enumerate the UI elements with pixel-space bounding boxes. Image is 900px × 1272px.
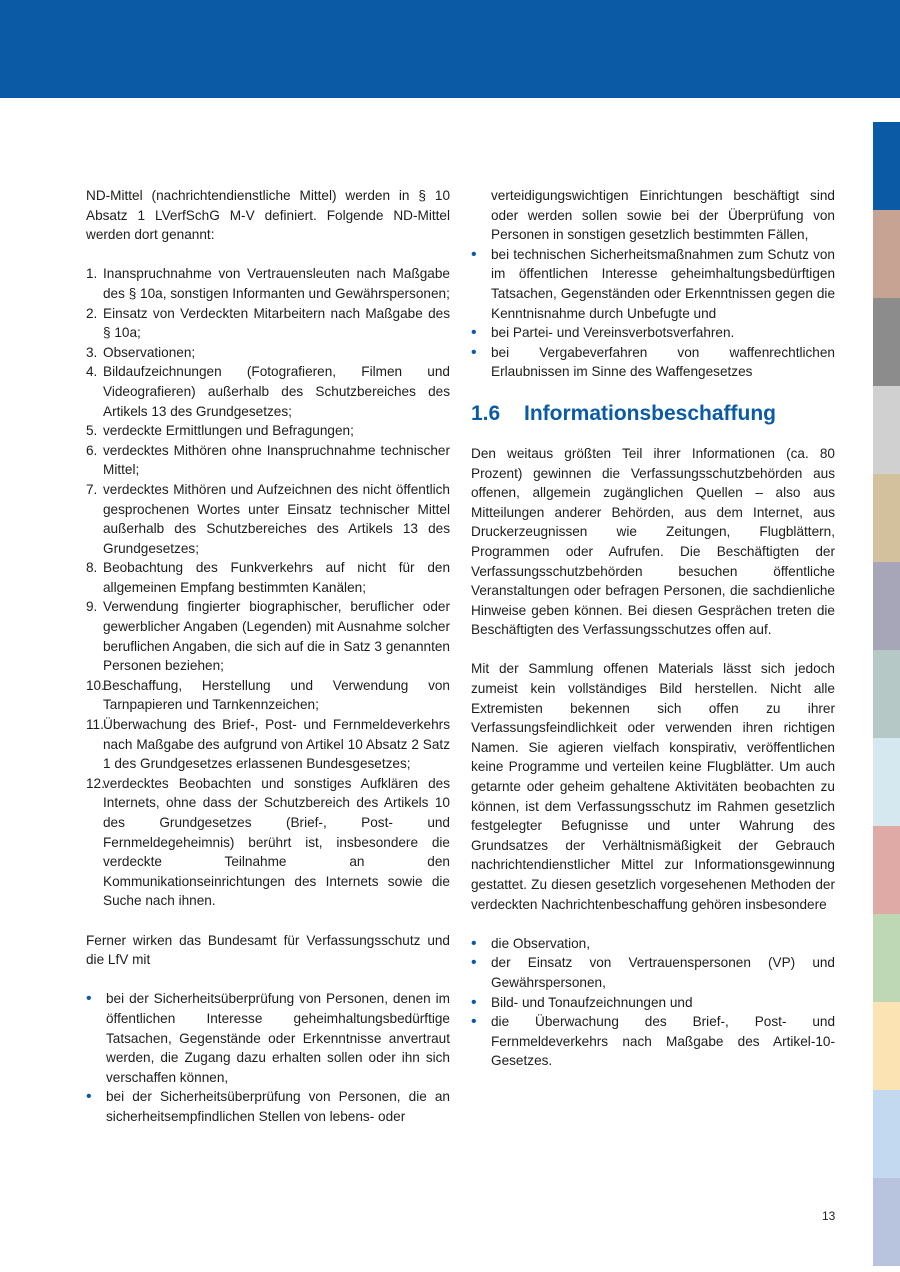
chapter-tab-9 xyxy=(873,826,900,914)
list-number: 3. xyxy=(86,344,98,360)
list-item: • Bild- und Tonaufzeichnungen und xyxy=(471,993,693,1011)
list-number: 9. xyxy=(86,599,98,615)
list-item: 6. verdecktes Mithören ohne Inanspruchnahme technischer Mittel; xyxy=(86,442,450,478)
chapter-tab-1 xyxy=(873,122,900,210)
list-number: 7. xyxy=(86,481,98,497)
list-number: 5. xyxy=(86,423,98,439)
list-number: 4. xyxy=(86,364,98,380)
list-item: 2. Einsatz von Verdeckten Mitarbeitern nach Maßgabe des § 10a; xyxy=(86,305,450,341)
list-item: • der Einsatz von Vertrauenspersonen (VP) und Gewährspersonen, xyxy=(471,954,835,990)
chapter-tab-5 xyxy=(873,474,900,562)
bullet-icon: • xyxy=(471,343,477,361)
list-number: 8. xyxy=(86,560,98,576)
chapter-tab-4 xyxy=(873,386,900,474)
list-number: 1. xyxy=(86,266,98,282)
bullet-icon: • xyxy=(86,1088,92,1106)
list-item: • bei der Sicherheitsüberprüfung von Personen, die an sicherheitsempfindlichen Stellen von lebens- oder xyxy=(86,1088,450,1124)
list-item: 11. Überwachung des Brief-, Post- und Fernmeldeverkehrs nach Maßgabe des aufgrund von Artikel 10 Absatz 2 Satz 1 des Grundgesetzes erlassenen Bundesgesetzes; xyxy=(86,717,450,772)
list-number: 12. xyxy=(86,775,105,791)
list-item: 12. verdecktes Beobachten und sonstiges Aufklären des Internets, ohne dass der Schutzbereich des Artikels 10 des Grundgesetzes (Brief-, Post- und Fernmeldegeheimnis) berührt ist, insbesondere die verdeckte Teilnahme an den Kommunikationseinrichtungen des Internets sowie die Suche nach ihnen. xyxy=(86,775,450,909)
chapter-tab-3 xyxy=(873,298,900,386)
list-item: • bei Vergabeverfahren von waffenrechtlichen Erlaubnissen im Sinne des Waffengesetzes xyxy=(471,343,835,380)
left-bullet-list xyxy=(86,989,450,1126)
list-item: • bei der Sicherheitsüberprüfung von Personen, denen im öffentlichen Interesse geheimhaltungsbedürftige Tatsachen, Gegenstände oder Erkenntnisse anvertraut werden, die Zugang dazu erhalten sollen oder ihn sich verschaffen können, xyxy=(86,990,450,1085)
list-item: 9. Verwendung fingierter biographischer, beruflicher oder gewerblicher Angaben (Legenden) mit Ausnahme solcher beruflichen Angaben, die sich auf die in Satz 3 genannten Personen beziehen; xyxy=(86,599,450,674)
list-item: • bei technischen Sicherheitsmaßnahmen zum Schutz von im öffentlichen Interesse geheimhaltungsbedürftigen Tatsachen, Gegenständen oder Erkenntnissen gegen die Kenntnisnahme durch Unbefugte und xyxy=(471,245,835,321)
list-item: 8. Beobachtung des Funkverkehrs auf nicht für den allgemeinen Empfang bestimmten Kanälen; xyxy=(86,560,450,595)
list-item: 4. Bildaufzeichnungen (Fotografieren, Filmen und Videografieren) außerhalb des Schutzbereiches des Artikels 13 des Grundgesetzes; xyxy=(86,364,450,419)
right-column xyxy=(471,186,835,1071)
list-item: • die Überwachung des Brief-, Post- und Fernmeldeverkehrs nach Maßgabe des Artikel-10-Gesetzes. xyxy=(471,1013,835,1069)
continuation-text: verteidigungswichtigen Einrichtungen beschäftigt sind oder werden sollen sowie bei der Überprüfung von Personen in sonstigen gesetzlich bestimmten Fällen, xyxy=(491,188,835,243)
bullet-icon: • xyxy=(86,990,92,1008)
intro-paragraph: ND-Mittel (nachrichtendienstliche Mittel) werden in § 10 Absatz 1 LVerfSchG M-V definiert. Folgende ND-Mittel werden dort genannt: xyxy=(86,188,450,243)
chapter-tab-strip xyxy=(873,122,900,1266)
bullet-icon: • xyxy=(471,1013,477,1031)
list-item: 7. verdecktes Mithören und Aufzeichnen des nicht öffentlich gesprochenen Wortes unter Einsatz technischer Mittel außerhalb des Schutzbereiches des Artikels 13 des Grundgesetzes; xyxy=(86,481,450,556)
bullet-icon: • xyxy=(471,993,477,1011)
paragraph: Mit der Sammlung offenen Materials lässt sich jedoch zumeist kein vollständiges Bild herstellen. Nicht alle Extremisten bekennen sich offen zu ihrer Verfassungsfeindlichkeit oder verwenden ihren richtigen Namen. Sie agieren vielfach konspirativ, veröffentlichen keine Programme und verteilen keine Flugblätter. Um auch getarnte oder geheim gehaltene Aktivitäten beobachten zu können, ist dem Verfassungsschutz im Rahmen gesetzlich festgelegter Befugnisse und unter Wahrung des Grundsatzes der Verhältnismäßigkeit der Gebrauch nachrichtendienstlicher Mittel zur Informationsgewinnung gestattet. Zu diesen gesetzlich vorgesehenen Methoden der verdeckten Nachrichtenbeschaffung gehören insbesondere xyxy=(471,661,835,912)
chapter-tab-8 xyxy=(873,738,900,826)
list-item: 5. verdeckte Ermittlungen und Befragungen; xyxy=(86,421,450,441)
chapter-tab-13 xyxy=(873,1178,900,1266)
list-number: 6. xyxy=(86,442,98,458)
list-item: • die Observation, xyxy=(471,934,590,952)
chapter-tab-10 xyxy=(873,914,900,1002)
list-number: 10. xyxy=(86,677,105,693)
chapter-tab-6 xyxy=(873,562,900,650)
ferner-paragraph: Ferner wirken das Bundesamt für Verfassungsschutz und die LfV mit xyxy=(86,932,450,968)
paragraph: Den weitaus größten Teil ihrer Informationen (ca. 80 Prozent) gewinnen die Verfassungsschutzbehörden aus offenen, allgemein zugänglichen Quellen – also aus Mitteilungen anderer Behörden, aus dem Internet, aus Druckerzeugnissen wie Zeitungen, Flugblättern, Programmen oder Aufrufen. Die Beschäftigten der Verfassungsschutzbehörden besuchen öffentliche Veranstaltungen oder befragen Personen, die sachdienliche Hinweise geben können. Bei diesen Gesprächen treten die Beschäftigten des Verfassungsschutzes offen auf. xyxy=(471,445,835,638)
section-title: Informationsbeschaffung xyxy=(524,401,777,425)
bullet-icon: • xyxy=(471,324,477,342)
chapter-tab-7 xyxy=(873,650,900,738)
section-number: 1.6 xyxy=(471,401,501,425)
page-number: 13 xyxy=(822,1209,836,1223)
nd-means-list xyxy=(86,264,450,911)
section-heading xyxy=(471,400,835,428)
list-item: 3. Observationen; xyxy=(86,343,450,363)
chapter-tab-12 xyxy=(873,1090,900,1178)
bullet-icon: • xyxy=(471,245,477,263)
header-band xyxy=(0,0,900,98)
left-column xyxy=(86,186,450,1127)
bullet-icon: • xyxy=(471,934,477,952)
bullet-icon: • xyxy=(471,954,477,972)
chapter-tab-2 xyxy=(873,210,900,298)
chapter-tab-11 xyxy=(873,1002,900,1090)
list-number: 2. xyxy=(86,305,98,321)
list-item: 10. Beschaffung, Herstellung und Verwendung von Tarnpapieren und Tarnkennzeichen; xyxy=(86,677,450,713)
right-bullet-list xyxy=(471,245,835,382)
methods-bullet-list xyxy=(471,934,835,1071)
list-item: 1. Inanspruchnahme von Vertrauensleuten nach Maßgabe des § 10a, sonstigen Informanten und Gewährspersonen; xyxy=(86,266,450,301)
list-number: 11. xyxy=(86,717,104,733)
list-item: • bei Partei- und Vereinsverbotsverfahren. xyxy=(471,324,735,342)
